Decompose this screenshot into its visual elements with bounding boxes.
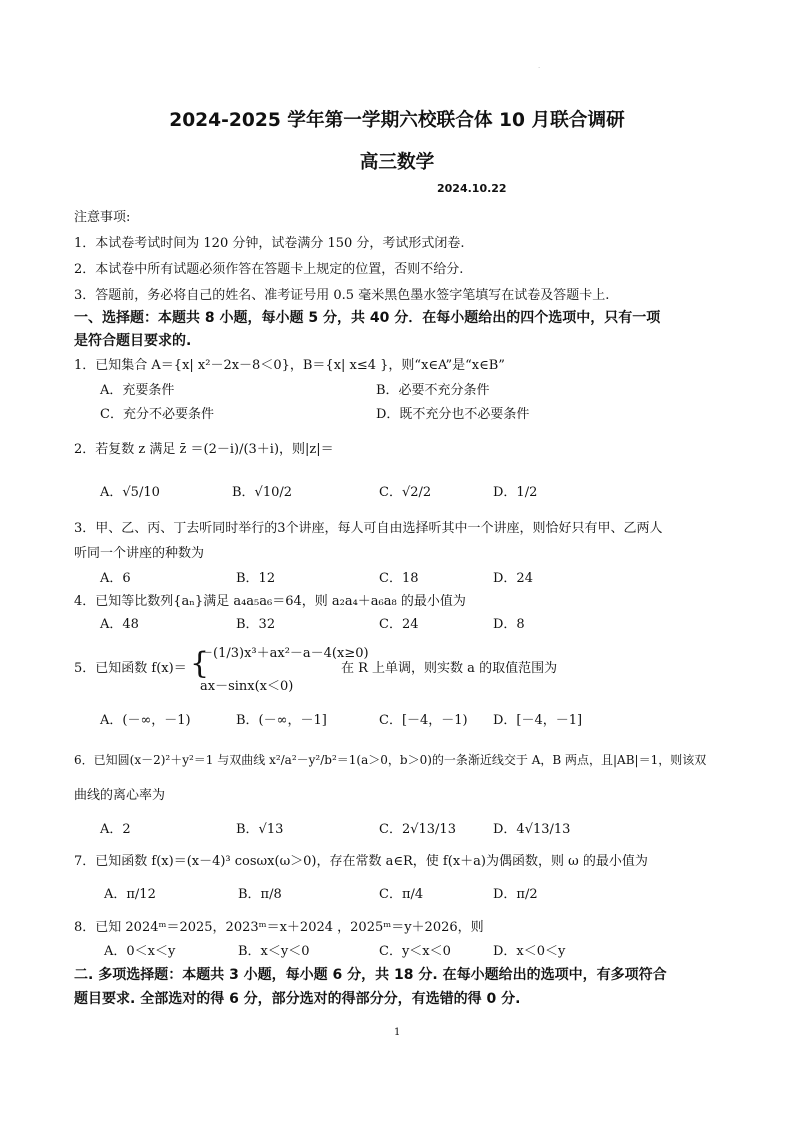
- question-5-option-c: C．[－4，－1): [379, 713, 468, 728]
- question-1-option-d: D．既不充分也不必要条件: [376, 407, 530, 422]
- question-1-option-c: C．充分不必要条件: [100, 407, 214, 422]
- question-4-option-b: B．32: [236, 617, 276, 632]
- question-3-option-b: B．12: [236, 571, 276, 586]
- question-3-stem-cont: 听同一个讲座的种数为: [74, 546, 205, 561]
- question-6-option-b: B．√13: [236, 822, 284, 837]
- question-1-option-b: B．必要不充分条件: [376, 383, 490, 398]
- section1-heading-cont: 是符合题目要求的.: [74, 333, 192, 349]
- question-4-stem: 4．已知等比数列{aₙ}满足 a₄a₅a₆＝64，则 a₂a₄＋a₆a₈ 的最小值为: [74, 594, 466, 609]
- question-6-option-d: D．4√13/13: [493, 822, 571, 837]
- question-3-option-d: D．24: [493, 571, 533, 586]
- question-5-stem: 5．已知函数 f(x)＝: [74, 661, 187, 676]
- question-3-option-a: A．6: [100, 571, 131, 586]
- question-2-stem: 2．若复数 z 满足 z̄ ＝(2－i)/(3＋i)，则|z|＝: [74, 442, 334, 457]
- question-7-option-b: B．π/8: [238, 887, 282, 902]
- question-8-option-d: D．x＜0＜y: [493, 944, 566, 959]
- question-2-option-d: D．1/2: [493, 485, 538, 500]
- page-number: 1: [394, 1027, 401, 1038]
- question-5-option-b: B．(－∞，－1]: [236, 713, 327, 728]
- question-8-option-c: C．y＜x＜0: [379, 944, 451, 959]
- section2-heading-cont: 题目要求. 全部选对的得 6 分，部分选对的得部分分，有选错的得 0 分.: [74, 991, 521, 1007]
- question-1-option-a: A．充要条件: [100, 383, 175, 398]
- piecewise-brace: {: [190, 646, 210, 681]
- question-3-option-c: C．18: [379, 571, 419, 586]
- section1-heading: 一、选择题：本题共 8 小题，每小题 5 分，共 40 分．在每小题给出的四个选项中，只有一项: [74, 310, 661, 326]
- exam-title: 2024-2025 学年第一学期六校联合体 10 月联合调研: [169, 110, 625, 131]
- question-7-option-d: D．π/2: [493, 887, 538, 902]
- question-7-option-a: A．π/12: [104, 887, 156, 902]
- question-5-option-a: A．(－∞，－1): [100, 713, 191, 728]
- question-8-option-a: A．0＜x＜y: [104, 944, 176, 959]
- scan-mark: ·: [538, 64, 541, 72]
- piecewise-case-2: ax－sinx(x＜0): [200, 679, 294, 694]
- question-7-stem: 7．已知函数 f(x)＝(x－4)³ cosωx(ω＞0)，存在常数 a∈R，使 f(x＋a)为偶函数，则 ω 的最小值为: [74, 854, 648, 869]
- question-8-option-b: B．x＜y＜0: [238, 944, 310, 959]
- question-5-stem-suffix: 在 R 上单调，则实数 a 的取值范围为: [341, 661, 558, 676]
- question-2-option-b: B．√10/2: [232, 485, 293, 500]
- notice-item: 1．本试卷考试时间为 120 分钟，试卷满分 150 分，考试形式闭卷.: [74, 236, 465, 251]
- notice-item: 2．本试卷中所有试题必须作答在答题卡上规定的位置，否则不给分.: [74, 262, 464, 277]
- question-8-stem: 8．已知 2024ᵐ＝2025，2023ᵐ＝x＋2024 ，2025ᵐ＝y＋2026，则: [74, 920, 484, 935]
- question-4-option-a: A．48: [100, 617, 139, 632]
- question-1-stem: 1．已知集合 A＝{x| x²－2x－8＜0}，B＝{x| x≤4 }，则“x∈A”是“x∈B”: [74, 358, 505, 373]
- exam-subject: 高三数学: [359, 152, 435, 173]
- question-6-stem-cont: 曲线的离心率为: [74, 788, 166, 803]
- exam-date: 2024.10.22: [437, 182, 507, 195]
- piecewise-case-1: －(1/3)x³＋ax²－a－4(x≥0): [200, 646, 369, 661]
- question-2-option-c: C．√2/2: [379, 485, 432, 500]
- question-3-stem: 3．甲、乙、丙、丁去听同时举行的3个讲座，每人可自由选择听其中一个讲座，则恰好只有甲、乙两人: [74, 521, 663, 536]
- notice-item: 3．答题前，务必将自己的姓名、准考证号用 0.5 毫米黑色墨水签字笔填写在试卷及答题卡上.: [74, 288, 610, 303]
- section2-heading: 二. 多项选择题：本题共 3 小题，每小题 6 分，共 18 分. 在每小题给出的选项中，有多项符合: [74, 967, 667, 983]
- notice-heading: 注意事项:: [74, 210, 131, 225]
- question-5-option-d: D．[－4，－1]: [493, 713, 583, 728]
- question-6-option-c: C．2√13/13: [379, 822, 456, 837]
- question-6-stem: 6．已知圆(x－2)²＋y²＝1 与双曲线 x²/a²－y²/b²＝1(a＞0，b＞0)的一条渐近线交于 A，B 两点，且|AB|＝1，则该双: [74, 753, 707, 767]
- question-4-option-d: D．8: [493, 617, 525, 632]
- question-4-option-c: C．24: [379, 617, 419, 632]
- question-6-option-a: A．2: [100, 822, 131, 837]
- question-7-option-c: C．π/4: [379, 887, 424, 902]
- question-2-option-a: A．√5/10: [100, 485, 160, 500]
